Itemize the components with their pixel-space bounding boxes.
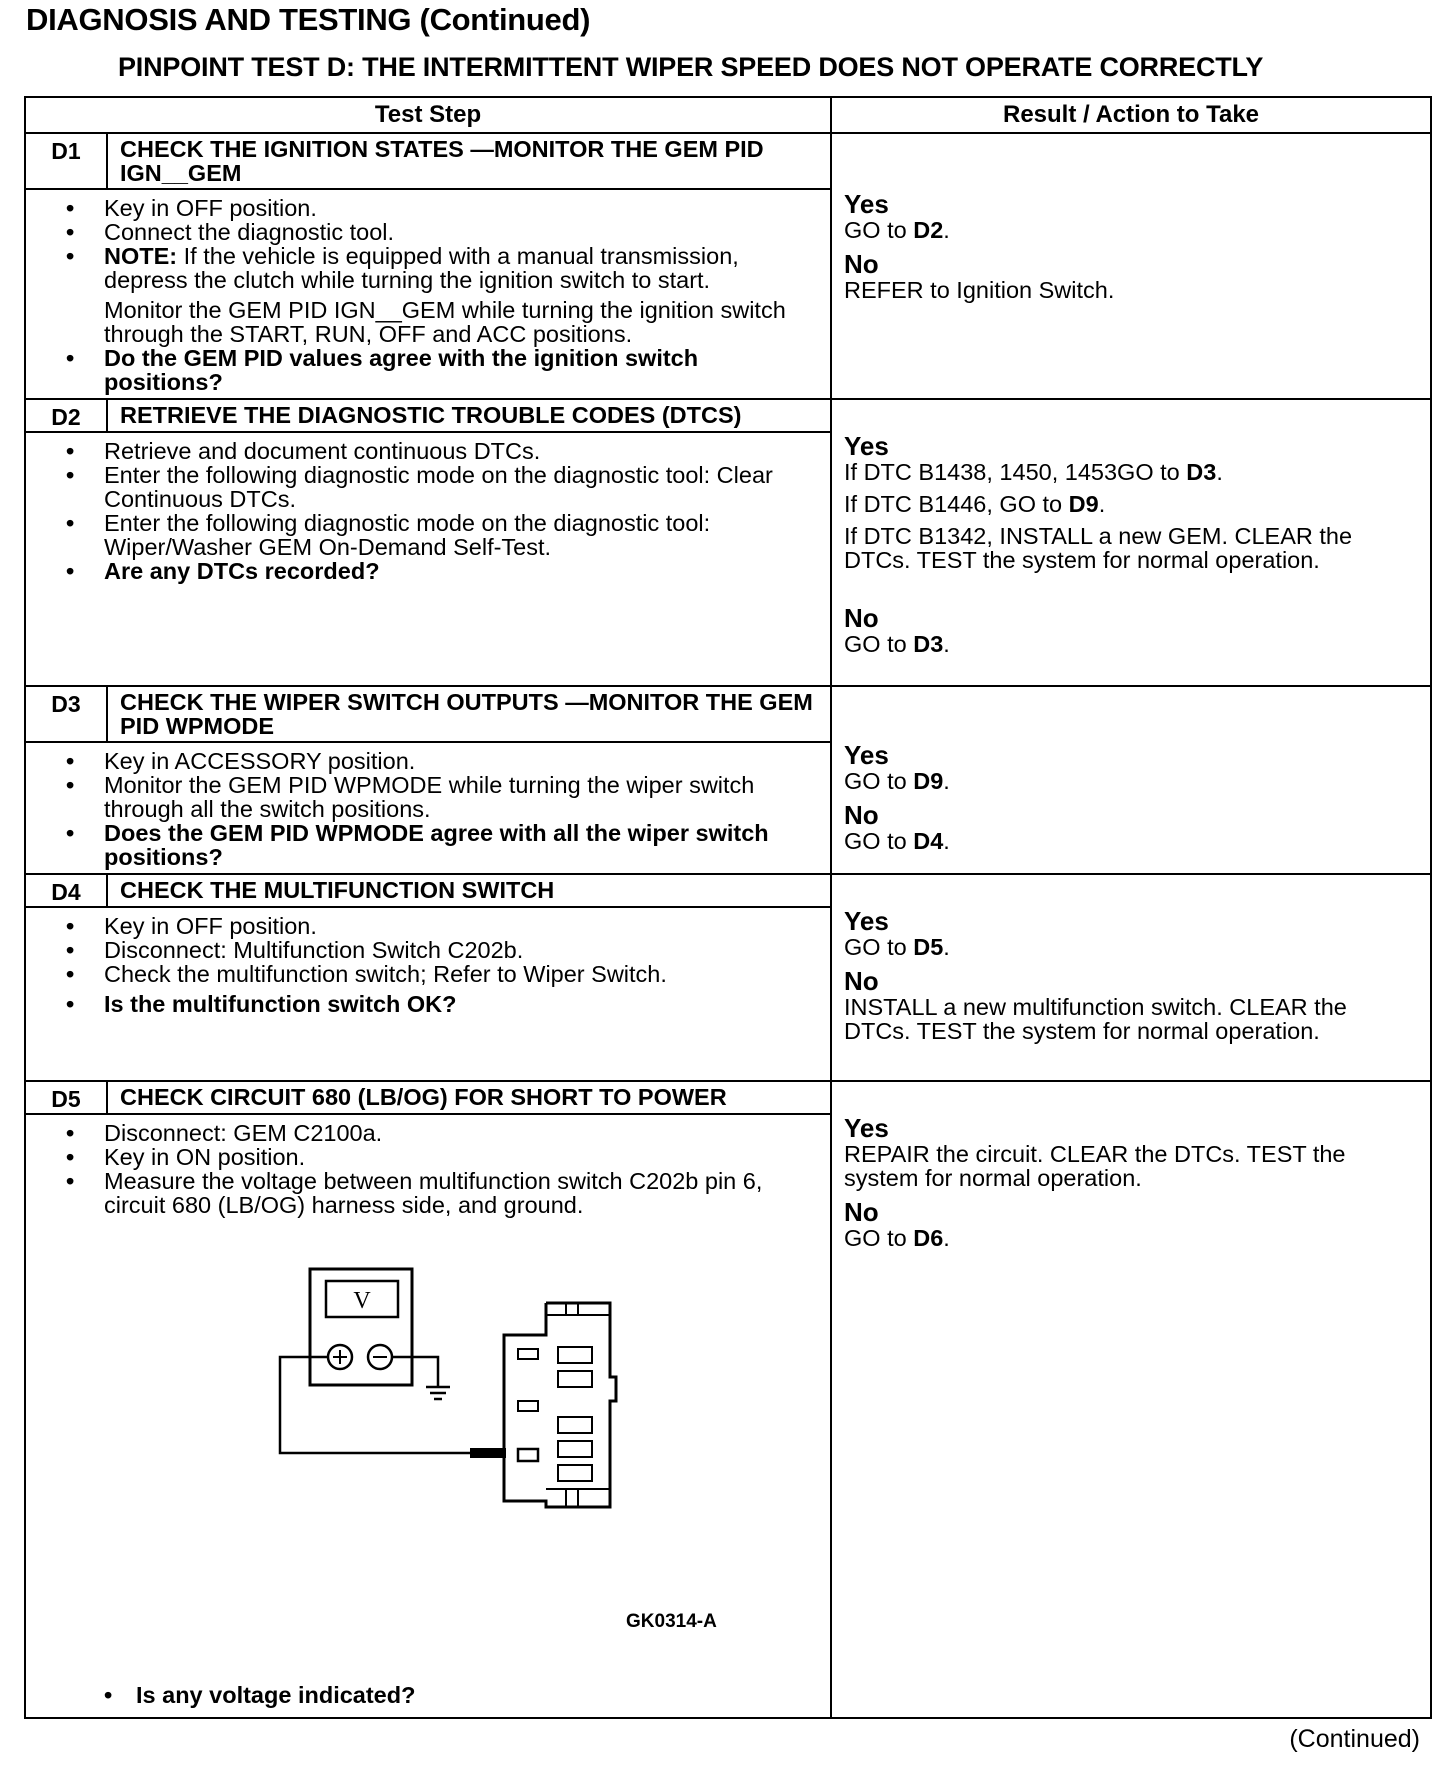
step-id: D4	[25, 874, 107, 907]
yes-action: GO to	[844, 768, 914, 794]
step-ref-link: D9	[1068, 491, 1099, 517]
figure-code: GK0314-A	[626, 1611, 717, 1632]
list-item: • Is any voltage indicated?	[136, 1682, 415, 1709]
continued-label: (Continued)	[1289, 1725, 1420, 1753]
step-ref-link: D3	[913, 631, 944, 657]
list-item: • Do the GEM PID values agree with the ignition switch positions?	[66, 346, 810, 394]
step-d1-result: Yes GO to D2. No REFER to Ignition Switch.	[831, 133, 1431, 399]
wiring-diagram-svg	[66, 1265, 786, 1605]
no-label: No	[844, 800, 879, 830]
step-d1-title-row	[25, 133, 1431, 189]
list-item: • Is the multifunction switch OK?	[66, 992, 810, 1016]
test-step-column-header: Test Step	[25, 97, 831, 133]
step-d4-title-row	[25, 874, 1431, 907]
step-title: CHECK THE IGNITION STATES —MONITOR THE GEM PID IGN__GEM	[107, 133, 831, 189]
yes-label: Yes	[844, 431, 889, 461]
list-item: • Measure the voltage between multifunction switch C202b pin 6, circuit 680 (LB/OG) harness side, and ground.	[66, 1169, 810, 1217]
note-label: NOTE:	[104, 243, 178, 269]
yes-action: If DTC B1342, INSTALL a new GEM. CLEAR the DTCs. TEST the system for normal operation.	[844, 523, 1353, 573]
step-title: CHECK THE MULTIFUNCTION SWITCH	[107, 874, 831, 907]
step-ref-link: D4	[913, 828, 944, 854]
step-d5-result: Yes REPAIR the circuit. CLEAR the DTCs. TEST the system for normal operation. No GO to D6.	[831, 1081, 1431, 1718]
yes-label: Yes	[844, 189, 889, 219]
step-ref-link: D2	[913, 217, 944, 243]
list-item: • Enter the following diagnostic mode on the diagnostic tool: Wiper/Washer GEM On-Demand Self-Test.	[66, 511, 810, 559]
ground-icon	[426, 1387, 450, 1399]
list-item: Monitor the GEM PID IGN__GEM while turning the ignition switch through the START, RUN, OFF and ACC positions.	[104, 297, 786, 347]
list-item: • Enter the following diagnostic mode on the diagnostic tool: Clear Continuous DTCs.	[66, 463, 810, 511]
no-action: GO to	[844, 631, 914, 657]
list-item: • Retrieve and document continuous DTCs.	[66, 439, 810, 463]
no-action: REFER to Ignition Switch.	[844, 277, 1115, 303]
step-d4-result: Yes GO to D5. No INSTALL a new multifunction switch. CLEAR the DTCs. TEST the system for normal operation.	[831, 874, 1431, 1081]
list-item: • Key in ON position.	[66, 1145, 810, 1169]
no-label: No	[844, 1197, 879, 1227]
list-item	[66, 244, 810, 292]
step-d1-content	[25, 189, 831, 399]
step-d2-content	[25, 432, 831, 686]
step-d3-content	[25, 742, 831, 874]
yes-label: Yes	[844, 1113, 889, 1143]
list-item: • Key in OFF position.	[66, 196, 810, 220]
no-label: No	[844, 249, 879, 279]
list-item: • Key in OFF position.	[66, 914, 810, 938]
list-item: • Key in ACCESSORY position.	[66, 749, 810, 773]
voltmeter-label: V	[353, 1288, 371, 1314]
list-item: • Monitor the GEM PID WPMODE while turning the wiper switch through all the switch positions.	[66, 773, 810, 821]
list-item: • Connect the diagnostic tool.	[66, 220, 810, 244]
yes-action: GO to	[844, 934, 914, 960]
no-action: GO to	[844, 828, 914, 854]
step-title: CHECK THE WIPER SWITCH OUTPUTS —MONITOR THE GEM PID WPMODE	[107, 686, 831, 742]
yes-action: REPAIR the circuit. CLEAR the DTCs. TEST the system for normal operation.	[844, 1141, 1346, 1191]
step-id: D1	[25, 133, 107, 189]
step-d5-title-row	[25, 1081, 1431, 1114]
list-item: • Disconnect: GEM C2100a.	[66, 1121, 810, 1145]
step-id: D3	[25, 686, 107, 742]
step-id: D2	[25, 399, 107, 432]
result-column-header: Result / Action to Take	[831, 97, 1431, 133]
table-header-row	[25, 97, 1431, 133]
step-id: D5	[25, 1081, 107, 1114]
note-text: If the vehicle is equipped with a manual transmission, depress the clutch while turning the ignition switch to start.	[104, 243, 739, 293]
step-title: RETRIEVE THE DIAGNOSTIC TROUBLE CODES (DTCS)	[107, 399, 831, 432]
list-item: • Check the multifunction switch; Refer to Wiper Switch.	[66, 962, 810, 986]
connector-c202b	[504, 1303, 616, 1507]
yes-action: If DTC B1446, GO to	[844, 491, 1069, 517]
step-ref-link: D9	[913, 768, 944, 794]
step-ref-link: D3	[1186, 459, 1217, 485]
step-d2-result: Yes If DTC B1438, 1450, 1453GO to D3. If DTC B1446, GO to D9. If DTC B1342, INSTALL a new GEM. CLEAR the DTCs. TEST the system for normal operation. No GO to D3.	[831, 399, 1431, 686]
yes-label: Yes	[844, 906, 889, 936]
step-d5-content	[25, 1114, 831, 1718]
pinpoint-test-title: PINPOINT TEST D: THE INTERMITTENT WIPER SPEED DOES NOT OPERATE CORRECTLY	[118, 52, 1264, 82]
yes-action: GO to	[844, 217, 914, 243]
yes-action: If DTC B1438, 1450, 1453GO to	[844, 459, 1187, 485]
list-item: • Are any DTCs recorded?	[66, 559, 810, 583]
no-label: No	[844, 966, 879, 996]
step-d2-title-row	[25, 399, 1431, 432]
yes-label: Yes	[844, 740, 889, 770]
step-ref-link: D5	[913, 934, 944, 960]
step-d4-content	[25, 907, 831, 1081]
no-action: INSTALL a new multifunction switch. CLEAR the DTCs. TEST the system for normal operation.	[844, 994, 1347, 1044]
page-title: DIAGNOSIS AND TESTING (Continued)	[26, 2, 591, 37]
step-d3-result: Yes GO to D9. No GO to D4.	[831, 686, 1431, 874]
voltmeter-connector-diagram	[66, 1265, 786, 1645]
no-action: GO to	[844, 1225, 914, 1251]
step-d3-title-row	[25, 686, 1431, 742]
list-item: • Disconnect: Multifunction Switch C202b.	[66, 938, 810, 962]
probe-tip	[470, 1448, 506, 1458]
pinpoint-test-table	[24, 96, 1432, 1719]
no-label: No	[844, 603, 879, 633]
step-title: CHECK CIRCUIT 680 (LB/OG) FOR SHORT TO POWER	[107, 1081, 831, 1114]
list-item: • Does the GEM PID WPMODE agree with all the wiper switch positions?	[66, 821, 810, 869]
step-ref-link: D6	[913, 1225, 944, 1251]
negative-lead	[392, 1357, 438, 1387]
